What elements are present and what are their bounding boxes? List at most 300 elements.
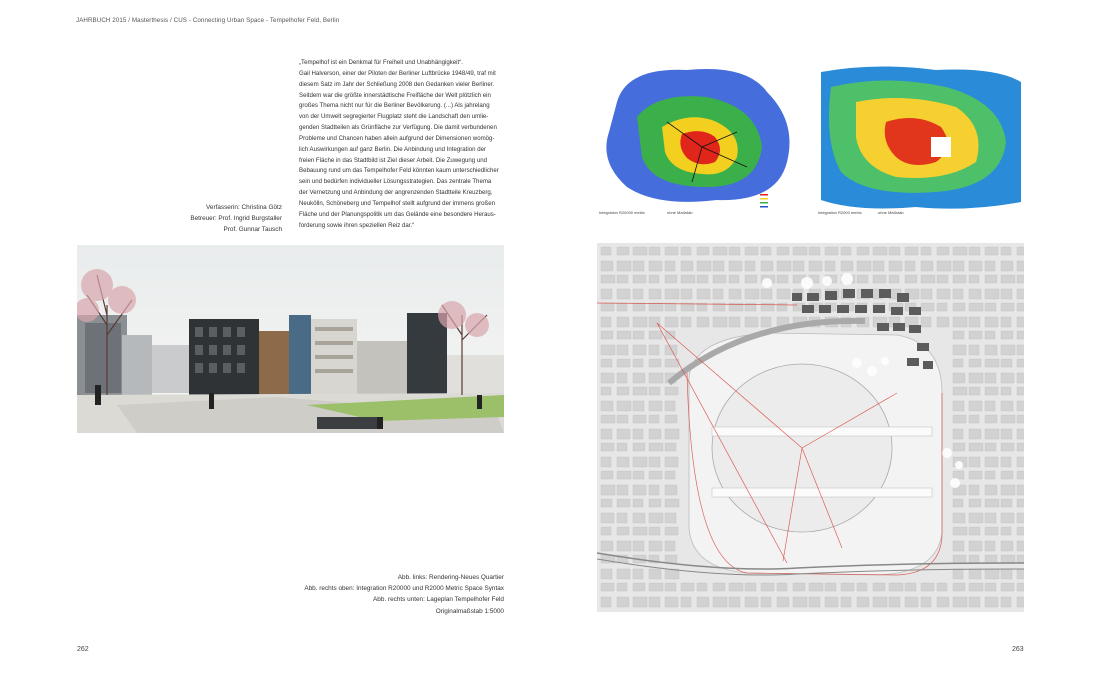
city-block (633, 289, 643, 299)
city-block (969, 569, 981, 579)
city-block (633, 541, 644, 551)
city-block (601, 583, 614, 591)
city-block (937, 289, 950, 299)
city-block (649, 513, 663, 523)
city-block (1001, 513, 1014, 523)
city-block (665, 527, 678, 535)
city-block (649, 429, 661, 439)
city-block (969, 415, 979, 423)
city-block (857, 261, 871, 271)
city-block (969, 583, 983, 591)
page-number-left: 262 (77, 646, 89, 653)
city-block (681, 317, 691, 327)
city-block (777, 289, 790, 299)
city-block (681, 247, 691, 255)
city-block (633, 471, 644, 479)
city-block (729, 289, 741, 299)
quote-line: von der Umwelt segregierter Flugplatz steht die Landschaft den umlie- (299, 113, 489, 121)
city-block (1001, 373, 1014, 383)
city-block (1017, 373, 1024, 383)
city-block (633, 261, 644, 271)
city-block (633, 527, 647, 535)
city-block (969, 275, 979, 283)
city-block (953, 443, 965, 451)
city-block (713, 317, 727, 327)
city-block (665, 247, 678, 255)
city-block (665, 583, 676, 591)
city-block (665, 499, 679, 507)
city-block (1017, 569, 1024, 579)
city-block (633, 387, 647, 395)
city-block (649, 359, 661, 367)
city-block (857, 275, 868, 283)
city-block (953, 373, 965, 383)
city-block (793, 583, 805, 591)
city-block (681, 597, 691, 607)
city-block (665, 387, 678, 395)
city-block (937, 247, 949, 255)
city-block (665, 261, 675, 271)
city-block (745, 317, 758, 327)
city-block (1001, 303, 1014, 311)
city-block (1001, 401, 1013, 411)
city-block (697, 583, 707, 591)
quote-line: freien Fläche in das Stadtbild ist Ziel dieser Arbeit. Die Zuwegung und (299, 156, 487, 164)
city-block (889, 275, 899, 283)
city-block (985, 345, 997, 355)
city-block (953, 527, 967, 535)
city-block (953, 597, 967, 607)
city-block (617, 331, 631, 339)
quote-line: Probleme und Chancen haben allein aufgrund der Dimensionen womög- (299, 134, 495, 142)
integration-map-r20000 (597, 62, 809, 218)
city-block (777, 303, 787, 311)
city-block (1001, 471, 1013, 479)
city-block (617, 247, 629, 255)
city-block (905, 597, 918, 607)
city-block (601, 275, 615, 283)
city-block (601, 569, 612, 579)
city-block (649, 303, 663, 311)
city-block (665, 457, 678, 467)
city-block (953, 289, 963, 299)
city-block (761, 597, 771, 607)
city-block (681, 275, 695, 283)
city-block (953, 317, 967, 327)
city-block (601, 485, 615, 495)
city-block (1001, 345, 1015, 355)
map2-label-left: Integration R2000 metric (818, 210, 862, 215)
city-block (617, 345, 628, 355)
city-block (617, 429, 630, 439)
city-block (1017, 401, 1024, 411)
city-block (745, 583, 756, 591)
city-block (793, 247, 807, 255)
city-block (617, 289, 630, 299)
city-block (633, 415, 646, 423)
city-block (713, 275, 726, 283)
city-block (1017, 555, 1024, 563)
city-block (969, 303, 983, 311)
city-block (985, 247, 998, 255)
quote-line: lich Auswirkungen auf ganz Berlin. Die Anbindung und Integration der (299, 145, 486, 153)
city-block (985, 583, 996, 591)
city-block (649, 331, 662, 339)
city-block (697, 597, 709, 607)
city-block (1017, 289, 1024, 299)
city-block (969, 499, 981, 507)
quote-line: „Tempelhof ist ein Denkmal für Freiheit und Unabhängigkeit“. (299, 59, 463, 66)
city-block (953, 415, 966, 423)
city-block (969, 317, 980, 327)
city-block (1001, 583, 1014, 591)
city-block (1001, 555, 1015, 563)
city-block (617, 275, 628, 283)
city-block (809, 261, 822, 271)
city-block (985, 527, 998, 535)
city-block (601, 345, 615, 355)
city-block (697, 289, 710, 299)
author-credits (150, 202, 282, 235)
city-block (1017, 387, 1024, 395)
city-block (873, 275, 886, 283)
city-block (665, 317, 678, 327)
city-block (985, 261, 995, 271)
city-block (665, 401, 675, 411)
city-block (1001, 527, 1011, 535)
city-block (617, 499, 630, 507)
city-block (985, 429, 999, 439)
city-block (633, 583, 645, 591)
city-block (1017, 541, 1024, 551)
city-block (633, 569, 643, 579)
city-block (921, 303, 934, 311)
city-block (617, 597, 629, 607)
city-block (633, 457, 647, 467)
map2-label-mid: ohne Maßstab (878, 210, 904, 215)
city-block (761, 261, 773, 271)
city-block (617, 401, 631, 411)
intro-quote (299, 58, 506, 232)
city-block (969, 597, 980, 607)
city-block (809, 247, 820, 255)
city-block (633, 303, 645, 311)
city-block (841, 583, 854, 591)
city-block (617, 415, 628, 423)
city-block (921, 275, 935, 283)
city-block (601, 429, 612, 439)
city-block (921, 247, 931, 255)
city-block (633, 359, 643, 367)
city-block (665, 415, 677, 423)
quote-line: der Vernetzung und Anbindung der angrenzenden Stadtteile Kreuzberg, (299, 189, 493, 197)
quote-line: forderung sowie ihren speziellen Reiz dar.“ (299, 221, 415, 229)
city-block (649, 247, 660, 255)
city-block (905, 275, 917, 283)
credit-supervisor-1: Betreuer: Prof. Ingrid Burgstaller (190, 215, 282, 222)
city-block (953, 555, 966, 563)
city-block (633, 401, 644, 411)
city-block (937, 261, 951, 271)
city-block (601, 373, 614, 383)
city-block (841, 247, 851, 255)
city-block (825, 583, 836, 591)
city-block (729, 583, 743, 591)
map1-label-mid: ohne Maßstab (667, 210, 693, 215)
city-block (633, 443, 645, 451)
city-block (601, 415, 615, 423)
city-block (665, 471, 675, 479)
city-block (921, 317, 931, 327)
city-block (649, 597, 660, 607)
city-block (937, 597, 949, 607)
city-block (729, 275, 739, 283)
city-block (601, 387, 611, 395)
city-block (905, 247, 918, 255)
city-block (649, 373, 663, 383)
credit-supervisor-2: Prof. Gunnar Tausch (223, 226, 282, 233)
city-block (857, 583, 867, 591)
city-block (1017, 429, 1024, 439)
city-block (601, 457, 611, 467)
city-block (969, 401, 982, 411)
city-block (681, 289, 692, 299)
city-block (649, 583, 663, 591)
city-block (649, 541, 662, 551)
city-block (985, 359, 999, 367)
city-block (697, 261, 711, 271)
city-block (1017, 485, 1024, 495)
city-block (985, 401, 995, 411)
city-block (665, 331, 675, 339)
city-block (905, 583, 916, 591)
city-block (937, 275, 948, 283)
quote-line: Fläche und der Planungspolitik um das Gelände eine besondere Heraus- (299, 210, 496, 218)
city-block (617, 359, 630, 367)
city-block (953, 275, 966, 283)
city-block (857, 247, 869, 255)
city-block (649, 401, 662, 411)
city-block (1017, 415, 1024, 423)
city-block (809, 597, 820, 607)
city-block (745, 247, 758, 255)
city-block (617, 261, 631, 271)
city-block (1001, 331, 1013, 339)
city-block (617, 317, 629, 327)
city-block (649, 275, 659, 283)
city-block (633, 317, 647, 327)
city-block (985, 387, 998, 395)
city-block (617, 583, 627, 591)
city-block (985, 289, 999, 299)
city-block (953, 345, 966, 355)
city-block (777, 597, 789, 607)
city-block (777, 261, 791, 271)
city-block (617, 569, 630, 579)
city-block (713, 247, 727, 255)
city-block (969, 359, 981, 367)
city-block (1001, 485, 1015, 495)
city-block (1001, 499, 1012, 507)
city-block (1001, 387, 1011, 395)
city-block (745, 275, 757, 283)
city-block (937, 317, 949, 327)
city-block (1001, 275, 1015, 283)
city-block (1001, 443, 1014, 451)
city-block (745, 261, 755, 271)
city-block (969, 345, 979, 355)
city-block (697, 247, 709, 255)
city-block (985, 541, 995, 551)
city-block (633, 499, 643, 507)
city-block (1017, 317, 1024, 327)
city-block (1017, 583, 1024, 591)
city-block (889, 261, 902, 271)
city-block (745, 289, 759, 299)
city-block (969, 541, 982, 551)
city-block (953, 471, 964, 479)
city-block (953, 387, 967, 395)
city-block (985, 415, 997, 423)
city-block (1001, 261, 1013, 271)
city-block (649, 443, 663, 451)
city-block (1017, 303, 1024, 311)
running-head: JAHRBUCH 2015 / Masterthesis / CUS - Connecting Urban Space - Tempelhofer Feld, Berlin (76, 17, 340, 24)
city-block (649, 527, 660, 535)
city-block (761, 247, 771, 255)
city-block (617, 527, 629, 535)
city-block (633, 247, 647, 255)
city-block (857, 597, 869, 607)
city-block (1017, 527, 1024, 535)
city-block (825, 597, 838, 607)
city-block (665, 275, 677, 283)
city-block (1017, 261, 1024, 271)
city-block (665, 289, 679, 299)
city-block (761, 289, 772, 299)
city-block (969, 387, 980, 395)
city-block (649, 457, 660, 467)
city-block (969, 471, 982, 479)
page-number-right: 263 (1012, 646, 1024, 653)
city-block (1017, 513, 1024, 523)
city-block (1001, 247, 1011, 255)
quote-line: großes Thema nicht nur für die Berliner Bevölkerung. (...) Als jahrelang (299, 102, 490, 110)
city-block (1017, 247, 1024, 255)
quote-line: diesem Satz im Jahr der Schließung 2008 den Gedanken vieler Berliner. (299, 80, 495, 88)
site-plan-tempelhof (597, 243, 1024, 612)
city-block (985, 597, 998, 607)
city-block (617, 471, 631, 479)
city-block (617, 373, 627, 383)
city-block (953, 569, 963, 579)
city-block (969, 457, 980, 467)
city-block (713, 597, 727, 607)
city-block (921, 289, 932, 299)
city-block (969, 513, 983, 523)
city-block (969, 331, 982, 339)
city-block (985, 317, 998, 327)
quote-line: sein und bedürfen individueller Lösungsstrategien. Das zentrale Thema (299, 178, 492, 186)
city-block (985, 457, 998, 467)
city-block (841, 261, 853, 271)
city-block (953, 513, 965, 523)
city-block (745, 597, 758, 607)
city-block (953, 541, 964, 551)
city-block (633, 275, 646, 283)
city-block (713, 289, 723, 299)
city-block (777, 247, 789, 255)
city-block (601, 401, 613, 411)
city-block (601, 331, 613, 339)
city-block (889, 597, 900, 607)
city-block (953, 359, 963, 367)
city-block (985, 569, 999, 579)
city-block (985, 513, 996, 523)
city-block (921, 583, 934, 591)
city-block (953, 429, 963, 439)
city-block (953, 583, 965, 591)
city-block (617, 443, 627, 451)
city-block (649, 387, 660, 395)
city-block (665, 597, 678, 607)
city-block (601, 289, 612, 299)
city-block (729, 597, 740, 607)
city-block (921, 597, 931, 607)
city-block (1001, 429, 1012, 439)
city-block (601, 261, 613, 271)
city-block (1001, 541, 1013, 551)
city-block (601, 513, 614, 523)
caption-scale: Originalmaßstab 1:5000 (435, 607, 504, 615)
city-block (985, 275, 997, 283)
city-block (985, 555, 997, 563)
city-block (713, 261, 724, 271)
city-block (969, 247, 980, 255)
city-block (601, 597, 611, 607)
city-block (985, 331, 995, 339)
city-block (969, 527, 980, 535)
city-block (665, 555, 677, 563)
city-block (1017, 359, 1024, 367)
city-block (761, 583, 774, 591)
city-block (601, 247, 611, 255)
city-block (1017, 457, 1024, 467)
city-block (953, 247, 967, 255)
city-block (969, 555, 979, 563)
city-block (985, 303, 996, 311)
city-block (665, 541, 675, 551)
city-block (777, 583, 787, 591)
city-block (777, 275, 788, 283)
city-block (969, 429, 981, 439)
city-block (601, 317, 611, 327)
city-block (633, 513, 645, 523)
city-block (953, 401, 964, 411)
city-block (649, 471, 662, 479)
city-block (937, 303, 947, 311)
city-block (809, 583, 823, 591)
city-block (953, 303, 965, 311)
city-block (697, 317, 709, 327)
caption-right-bottom: Abb. rechts unten: Lageplan Tempelhofer Feld (373, 596, 504, 604)
city-block (825, 247, 838, 255)
city-block (713, 583, 725, 591)
city-block (873, 247, 887, 255)
quote-line: genden Stadtteilen als Grünfläche zur Verfügung. Die damit verbundenen (299, 124, 497, 132)
city-block (681, 261, 693, 271)
city-block (873, 597, 887, 607)
